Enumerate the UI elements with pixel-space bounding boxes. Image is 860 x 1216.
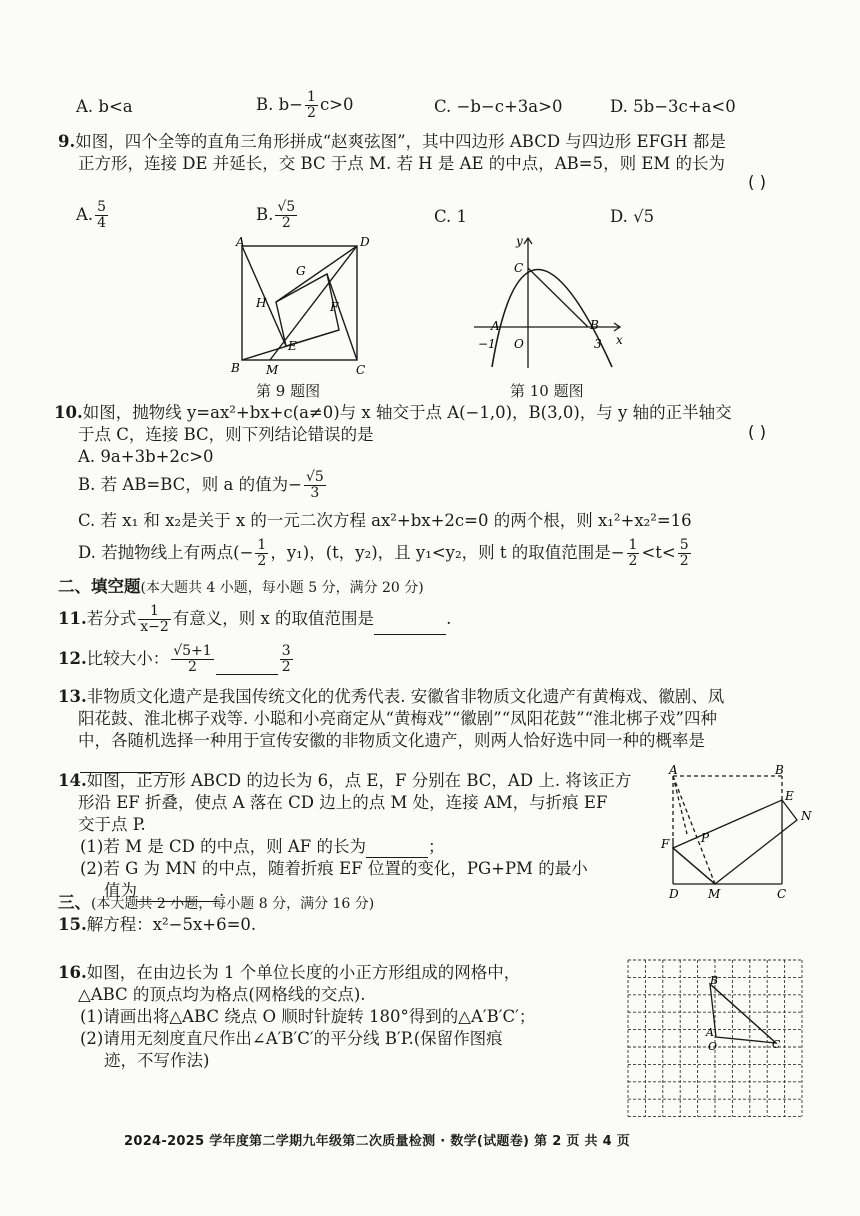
q16-line2: △ABC 的顶点均为格点(网格线的交点). (78, 985, 366, 1004)
q8-option-a: A. b<a (76, 97, 133, 116)
q14-fig-label-n: N (801, 809, 812, 823)
q14-sub1: (1)若 M 是 CD 的中点，则 AF 的长为 ； (80, 837, 445, 856)
q9-fig-label-d: D (360, 235, 370, 249)
q13-line1: 13.非物质文化遗产是我国传统文化的优秀代表. 安徽省非物质文化遗产有黄梅戏、徽剧、凤 (58, 687, 725, 706)
q14-sub2-line2: 值为 . (104, 881, 225, 900)
section2-heading: 二、填空题(本大题共 4 小题，每小题 5 分，满分 20 分) (58, 577, 424, 596)
q16-grid-figure (624, 956, 804, 1120)
q10-caption: 第 10 题图 (510, 382, 584, 400)
q10-option-d: D. 若抛物线上有两点(− $\frac{1}{2}$ ，y₁)，(t，y₂)，且 y₁<y₂，则 t 的取值范围是− $\frac{1}{2}$ <t< $\frac{5}{2}$ (78, 537, 689, 569)
q15: 15.解方程：x²−5x+6=0. (58, 915, 257, 934)
q11: 11.若分式 $\frac{1}{x-2}$ 有意义，则 x 的取值范围是 . (58, 603, 452, 635)
q9-caption: 第 9 题图 (256, 382, 321, 400)
q14-fig-label-f: F (661, 837, 670, 851)
q9-option-b: B. $\frac{√5}{2}$ (256, 199, 296, 231)
q9-stem-line1: 9.如图，四个全等的直角三角形拼成“赵爽弦图”，其中四边形 ABCD 与四边形 EFGH 都是 (58, 132, 726, 151)
q12: 12.比较大小： $\frac{√5+1}{2}$ $\frac{3}{2}$ (58, 643, 291, 675)
q8-option-c: C. −b−c+3a>0 (434, 97, 563, 116)
q16-line1: 16.如图，在由边长为 1 个单位长度的小正方形组成的网格中， (58, 963, 521, 982)
q16-fig-label-o: O (708, 1040, 718, 1053)
q14-sub2-line1: (2)若 G 为 MN 的中点，随着折痕 EF 位置的变化，PG+PM 的最小 (80, 859, 588, 878)
q10-option-a: A. 9a+3b+2c>0 (78, 447, 214, 466)
q16-fig-label-a: A (706, 1026, 714, 1039)
q9-option-d: D. √5 (610, 207, 655, 226)
q14-fig-label-c: C (777, 887, 787, 901)
q10-fig-label-b: B (590, 318, 599, 332)
q14-line1: 14.如图，正方形 ABCD 的边长为 6，点 E，F 分别在 BC，AD 上. 将该正方 (58, 771, 632, 790)
q9-fig-label-h: H (256, 296, 267, 310)
q10-fig-label-c: C (514, 261, 524, 275)
q10-figure (470, 232, 630, 382)
q14-fig-label-e: E (785, 789, 794, 803)
q16-line4: (2)请用无刻度直尺作出∠A′B′C′的平分线 B′P.(保留作图痕 (80, 1029, 503, 1048)
q16-line3: (1)请画出将△ABC 绕点 O 顺时针旋转 180°得到的△A′B′C′； (80, 1007, 536, 1026)
q9-fig-label-m: M (266, 363, 279, 377)
q14-fig-label-b: B (775, 764, 784, 777)
q9-fig-label-g: G (296, 264, 306, 278)
q10-fig-label-y: y (516, 234, 523, 248)
q9-figure (226, 234, 372, 378)
q14-fig-label-d: D (669, 887, 679, 901)
q10-option-b: B. 若 AB=BC，则 a 的值为− $\frac{√5}{3}$ (78, 469, 324, 501)
section3-heading: 三、(本大题共 2 小题，每小题 8 分，满分 16 分) (58, 893, 375, 912)
q13-line2: 阳花鼓、淮北梆子戏等. 小聪和小亮商定从“黄梅戏”“徽剧”“凤阳花鼓”“淮北梆子戏”四种 (78, 709, 717, 728)
q10-stem-line1: 10.如图，抛物线 y=ax²+bx+c(a≠0)与 x 轴交于点 A(−1,0)，B(3,0)，与 y 轴的正半轴交 (54, 403, 732, 422)
q9-fig-label-f: F (330, 300, 339, 314)
q13-line3: 中，各随机选择一种用于宣传安徽的非物质文化遗产，则两人恰好选中同一种的概率是 (78, 731, 705, 750)
q12-answer-blank[interactable] (216, 658, 278, 675)
q9-fig-label-c: C (356, 363, 366, 377)
q9-option-c: C. 1 (434, 207, 468, 226)
q14-line3: 交于点 P. (78, 815, 146, 834)
q10-fig-label-x: x (616, 333, 623, 347)
q14-fig-label-a: A (669, 764, 678, 777)
q10-answer-paren: ( ) (748, 423, 767, 442)
q8-option-d: D. 5b−3c+a<0 (610, 97, 736, 116)
page-footer: 2024-2025 学年度第二学期九年级第二次质量检测 · 数学(试题卷) 第 2 页 共 4 页 (124, 1134, 631, 1149)
q10-fig-label-3: 3 (594, 337, 602, 351)
q14-fig-label-m: M (708, 887, 721, 901)
q9-option-a: A. $\frac{5}{4}$ (76, 199, 107, 231)
q10-stem-line2: 于点 C，连接 BC，则下列结论错误的是 (78, 425, 374, 444)
q9-fig-label-a: A (236, 235, 245, 249)
q10-fig-label-a: A (491, 319, 500, 333)
q10-fig-label-neg1: −1 (478, 337, 496, 351)
q10-fig-label-o: O (514, 337, 524, 351)
q11-answer-blank[interactable] (374, 618, 446, 635)
q16-fig-label-c: C (772, 1038, 781, 1051)
q14-figure (655, 764, 825, 902)
q8-option-b: B. b− $\frac{1}{2}$ c>0 (256, 89, 354, 121)
q9-fig-label-e: E (288, 339, 297, 353)
q9-answer-paren: ( ) (748, 173, 767, 192)
q16-line5: 迹，不写作法) (104, 1051, 210, 1070)
q14-line2: 形沿 EF 折叠，使点 A 落在 CD 边上的点 M 处，连接 AM，与折痕 EF (78, 793, 608, 812)
q14-fig-label-p: P (701, 831, 710, 845)
q9-fig-label-b: B (231, 361, 240, 375)
q16-fig-label-b: B (710, 974, 719, 987)
q10-option-c: C. 若 x₁ 和 x₂是关于 x 的一元二次方程 ax²+bx+2c=0 的两个根，则 x₁²+x₂²=16 (78, 511, 692, 530)
q14-sub1-answer-blank[interactable] (366, 841, 428, 858)
q9-stem-line2: 正方形，连接 DE 并延长，交 BC 于点 M. 若 H 是 AE 的中点，AB=5，则 EM 的长为 (78, 154, 726, 173)
